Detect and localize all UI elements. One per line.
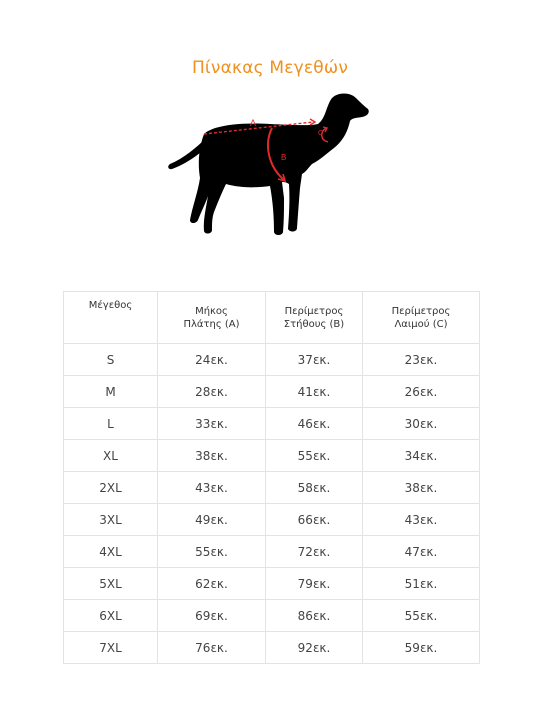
cell-chest: 66εκ.	[266, 504, 363, 536]
cell-chest: 46εκ.	[266, 408, 363, 440]
measure-label-a: A	[250, 118, 257, 128]
table-row	[64, 536, 480, 568]
cell-neck: 38εκ.	[363, 472, 480, 504]
header-neck-line2: Λαιμού (C)	[394, 318, 448, 330]
cell-neck: 51εκ.	[363, 568, 480, 600]
size-chart-table	[63, 291, 480, 664]
header-chest-line1: Περίμετρος	[284, 305, 344, 317]
table-row	[64, 632, 480, 664]
table-row	[64, 408, 480, 440]
header-size-label: Μέγεθος	[88, 300, 133, 311]
cell-back: 24εκ.	[158, 344, 266, 376]
cell-back: 62εκ.	[158, 568, 266, 600]
table-row	[64, 504, 480, 536]
cell-neck: 59εκ.	[363, 632, 480, 664]
cell-neck: 30εκ.	[363, 408, 480, 440]
cell-chest: 86εκ.	[266, 600, 363, 632]
cell-size: 6XL	[64, 600, 158, 632]
cell-size: L	[64, 408, 158, 440]
cell-back: 38εκ.	[158, 440, 266, 472]
table-row	[64, 600, 480, 632]
table-row	[64, 568, 480, 600]
table-header-row	[64, 292, 480, 344]
cell-chest: 58εκ.	[266, 472, 363, 504]
cell-size: 3XL	[64, 504, 158, 536]
header-neck	[363, 292, 480, 344]
cell-chest: 41εκ.	[266, 376, 363, 408]
cell-size: XL	[64, 440, 158, 472]
measure-label-c: C	[318, 130, 324, 137]
header-back-line2: Πλάτης (A)	[183, 318, 240, 330]
cell-chest: 37εκ.	[266, 344, 363, 376]
cell-chest: 92εκ.	[266, 632, 363, 664]
header-size	[64, 292, 158, 344]
table-row	[64, 472, 480, 504]
table-row	[64, 376, 480, 408]
cell-neck: 23εκ.	[363, 344, 480, 376]
cell-chest: 55εκ.	[266, 440, 363, 472]
table-row	[64, 344, 480, 376]
cell-size: 5XL	[64, 568, 158, 600]
cell-back: 76εκ.	[158, 632, 266, 664]
cell-chest: 79εκ.	[266, 568, 363, 600]
cell-size: M	[64, 376, 158, 408]
header-back-length	[158, 292, 266, 344]
cell-back: 33εκ.	[158, 408, 266, 440]
cell-back: 43εκ.	[158, 472, 266, 504]
cell-size: S	[64, 344, 158, 376]
header-back-line1: Μήκος	[195, 305, 228, 317]
cell-chest: 72εκ.	[266, 536, 363, 568]
cell-neck: 47εκ.	[363, 536, 480, 568]
measure-label-b: B	[281, 153, 287, 162]
header-chest-line2: Στήθους (B)	[283, 318, 345, 330]
dog-silhouette-icon	[168, 94, 368, 236]
cell-back: 55εκ.	[158, 536, 266, 568]
header-neck-line1: Περίμετρος	[391, 305, 451, 317]
cell-back: 49εκ.	[158, 504, 266, 536]
cell-size: 4XL	[64, 536, 158, 568]
cell-back: 69εκ.	[158, 600, 266, 632]
table-row	[64, 440, 480, 472]
cell-size: 2XL	[64, 472, 158, 504]
dog-measurement-diagram	[160, 88, 380, 248]
cell-neck: 34εκ.	[363, 440, 480, 472]
cell-back: 28εκ.	[158, 376, 266, 408]
cell-neck: 55εκ.	[363, 600, 480, 632]
cell-size: 7XL	[64, 632, 158, 664]
header-chest	[266, 292, 363, 344]
cell-neck: 43εκ.	[363, 504, 480, 536]
cell-neck: 26εκ.	[363, 376, 480, 408]
page-title: Πίνακας Μεγεθών	[191, 58, 349, 78]
